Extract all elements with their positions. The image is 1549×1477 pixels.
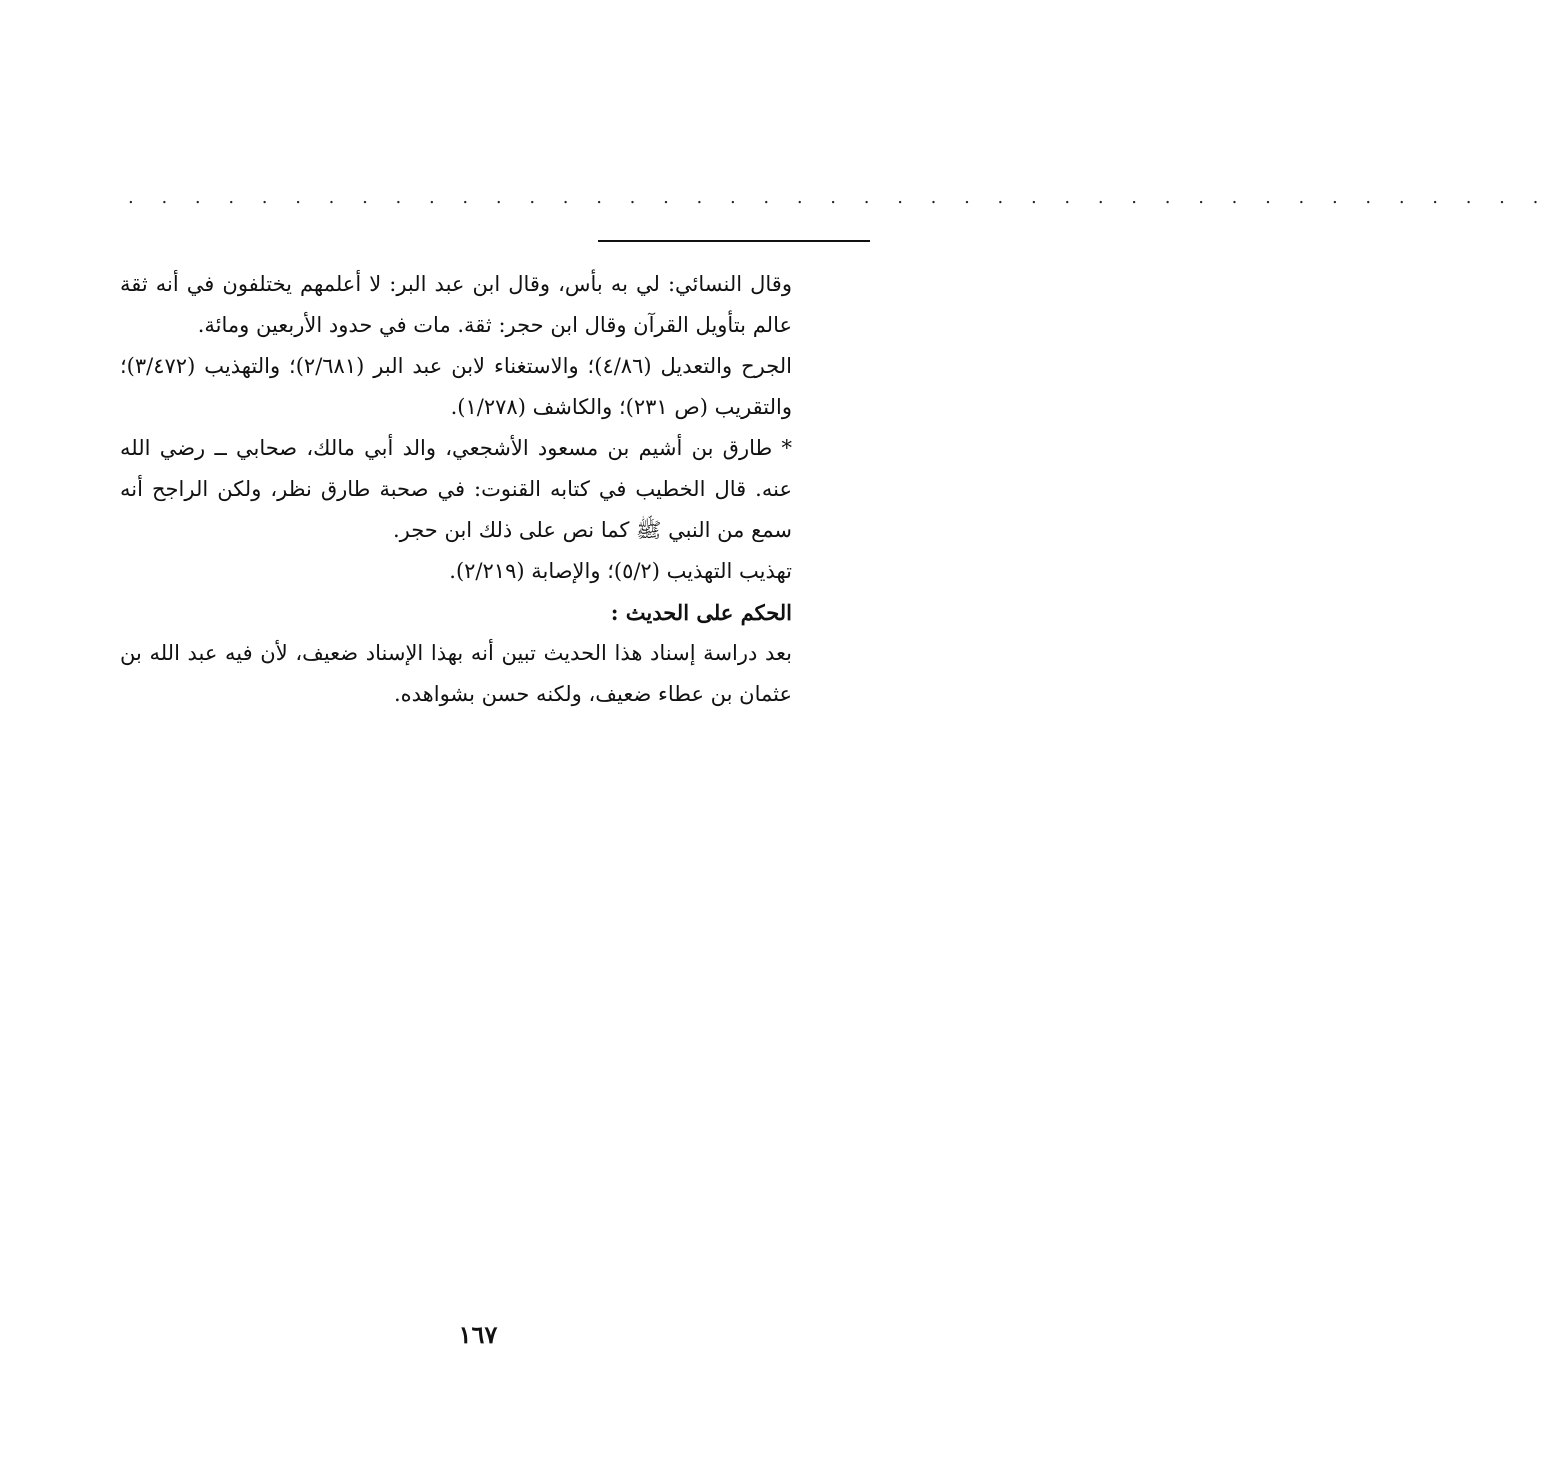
ruling-text: بعد دراسة إسناد هذا الحديث تبين أنه بهذا الإسناد ضعيف، لأن فيه عبد الله بن عثمان بن عطاء ضعيف، ولكنه حسن بشواهده. [120,641,792,706]
narrator-paragraph: وقال النسائي: لي به بأس، وقال ابن عبد البر: لا أعلمهم يختلفون في أنه ثقة عالم بتأويل القرآن وقال ابن حجر: ثقة. مات في حدود الأربعين ومائة. [120,272,792,337]
page-number: ١٦٧ [458,1320,498,1349]
tariq-paragraph: * طارق بن أشيم بن مسعود الأشجعي، والد أبي مالك، صحابي ــ رضي الله عنه. قال الخطيب في كتابه القنوت: في صحبة طارق نظر، ولكن الراجح أنه سمع من النبي ﷺ كما نص على ذلك ابن حجر. [120,436,792,542]
dotted-separator: . . . . . . . . . . . . . . . . . . . . . . . . . . . . . . . . . . . . . . . . . . . [128,187,1549,208]
footnote-rule [598,240,870,242]
references-paragraph: الجرح والتعديل (٤/٨٦)؛ والاستغناء لابن عبد البر (٢/٦٨١)؛ والتهذيب (٣/٤٧٢)؛ والتقريب (ص ٢٣١)؛ والكاشف (١/٢٧٨). [120,354,792,419]
ruling-heading: الحكم على الحديث : [610,600,792,625]
tariq-references: تهذيب التهذيب (٥/٢)؛ والإصابة (٢/٢١٩). [449,559,792,583]
page-body [120,264,792,715]
